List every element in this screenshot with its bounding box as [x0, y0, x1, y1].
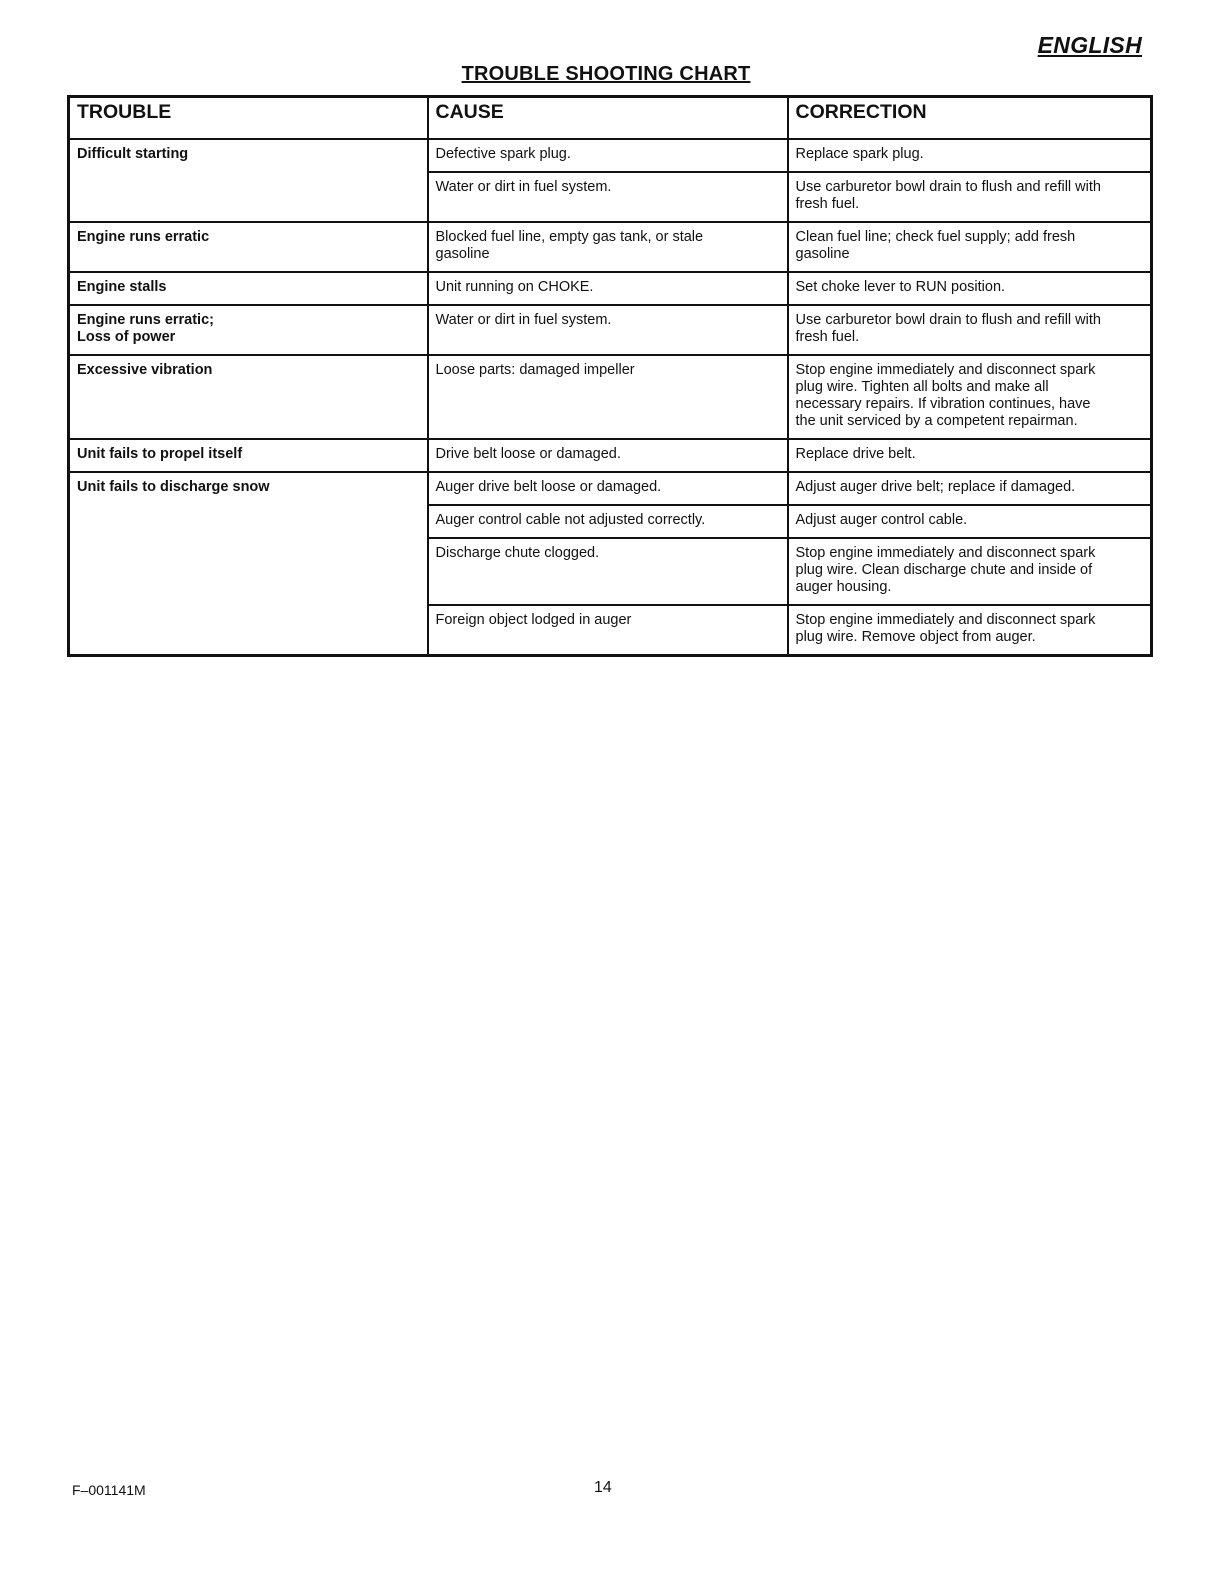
correction-text: Adjust auger control cable. — [795, 512, 968, 528]
trouble-cell — [69, 355, 428, 439]
cause-text: gasoline — [435, 246, 490, 262]
correction-text: plug wire. Clean discharge chute and inside of — [795, 562, 1093, 578]
cause-text: Auger drive belt loose or damaged. — [435, 479, 662, 495]
cause-text: Foreign object lodged in auger — [435, 612, 632, 628]
cause-cell — [428, 305, 788, 355]
cause-cell — [428, 472, 788, 505]
cause-text: Defective spark plug. — [435, 146, 571, 162]
trouble-cell — [69, 272, 428, 305]
cause-cell — [428, 272, 788, 305]
correction-cell — [788, 472, 1152, 505]
correction-text: necessary repairs. If vibration continues, have — [795, 396, 1091, 412]
correction-text: plug wire. Tighten all bolts and make all — [795, 379, 1049, 395]
cause-cell — [428, 538, 788, 605]
column-header-trouble: TROUBLE — [69, 97, 428, 140]
correction-cell — [788, 305, 1152, 355]
column-header-cause: CAUSE — [428, 97, 788, 140]
table-row — [69, 305, 1152, 355]
correction-text: gasoline — [795, 246, 850, 262]
trouble-text: Engine runs erratic — [77, 229, 210, 245]
table-row — [69, 472, 1152, 505]
table-row — [69, 222, 1152, 272]
correction-text: Use carburetor bowl drain to flush and refill with — [795, 312, 1101, 328]
correction-cell — [788, 605, 1152, 656]
table-body — [69, 139, 1152, 656]
cause-text: Discharge chute clogged. — [435, 545, 600, 561]
cause-text: Loose parts: damaged impeller — [435, 362, 635, 378]
correction-text: Replace drive belt. — [795, 446, 916, 462]
correction-text: Set choke lever to RUN position. — [795, 279, 1006, 295]
cause-cell — [428, 172, 788, 222]
correction-text: Clean fuel line; check fuel supply; add fresh — [795, 229, 1076, 245]
cause-cell — [428, 139, 788, 172]
trouble-text: Unit fails to propel itself — [77, 446, 243, 462]
cause-cell — [428, 355, 788, 439]
correction-cell — [788, 139, 1152, 172]
correction-text: Stop engine immediately and disconnect spark — [795, 362, 1096, 378]
table-row — [69, 355, 1152, 439]
correction-text: Stop engine immediately and disconnect spark — [795, 612, 1096, 628]
correction-text: plug wire. Remove object from auger. — [795, 629, 1036, 645]
cause-text: Auger control cable not adjusted correctly. — [435, 512, 706, 528]
correction-cell — [788, 222, 1152, 272]
correction-text: the unit serviced by a competent repairman. — [795, 413, 1078, 429]
correction-cell — [788, 439, 1152, 472]
page-title: TROUBLE SHOOTING CHART — [461, 63, 751, 85]
correction-text: Stop engine immediately and disconnect spark — [795, 545, 1096, 561]
table-row — [69, 439, 1152, 472]
trouble-cell — [69, 472, 428, 656]
cause-cell — [428, 222, 788, 272]
correction-cell — [788, 272, 1152, 305]
correction-text: auger housing. — [795, 579, 892, 595]
table-row — [69, 272, 1152, 305]
cause-cell — [428, 605, 788, 656]
cause-text: Water or dirt in fuel system. — [435, 312, 612, 328]
cause-text: Drive belt loose or damaged. — [435, 446, 621, 462]
trouble-shooting-table — [67, 95, 1153, 657]
correction-text: Use carburetor bowl drain to flush and refill with — [795, 179, 1101, 195]
language-label: ENGLISH — [1037, 32, 1142, 58]
trouble-text: Engine stalls — [77, 279, 167, 295]
correction-cell — [788, 172, 1152, 222]
table-row — [69, 139, 1152, 172]
cause-cell — [428, 505, 788, 538]
correction-text: fresh fuel. — [795, 196, 860, 212]
correction-text: fresh fuel. — [795, 329, 860, 345]
trouble-text: Engine runs erratic; — [77, 312, 214, 328]
correction-cell — [788, 505, 1152, 538]
cause-text: Water or dirt in fuel system. — [435, 179, 612, 195]
cause-cell — [428, 439, 788, 472]
trouble-text: Difficult starting — [77, 146, 189, 162]
document-code: F–001141M — [72, 1482, 146, 1498]
correction-cell — [788, 538, 1152, 605]
trouble-text: Unit fails to discharge snow — [77, 479, 270, 495]
correction-cell — [788, 355, 1152, 439]
trouble-cell — [69, 222, 428, 272]
trouble-text: Excessive vibration — [77, 362, 213, 378]
cause-text: Unit running on CHOKE. — [435, 279, 594, 295]
trouble-text: Loss of power — [77, 329, 176, 345]
page-number: 14 — [594, 1479, 612, 1496]
trouble-cell — [69, 439, 428, 472]
trouble-cell — [69, 139, 428, 222]
trouble-cell — [69, 305, 428, 355]
table-header-row — [69, 97, 1152, 140]
correction-text: Adjust auger drive belt; replace if damaged. — [795, 479, 1076, 495]
column-header-correction: CORRECTION — [788, 97, 1152, 140]
correction-text: Replace spark plug. — [795, 146, 924, 162]
cause-text: Blocked fuel line, empty gas tank, or stale — [435, 229, 704, 245]
